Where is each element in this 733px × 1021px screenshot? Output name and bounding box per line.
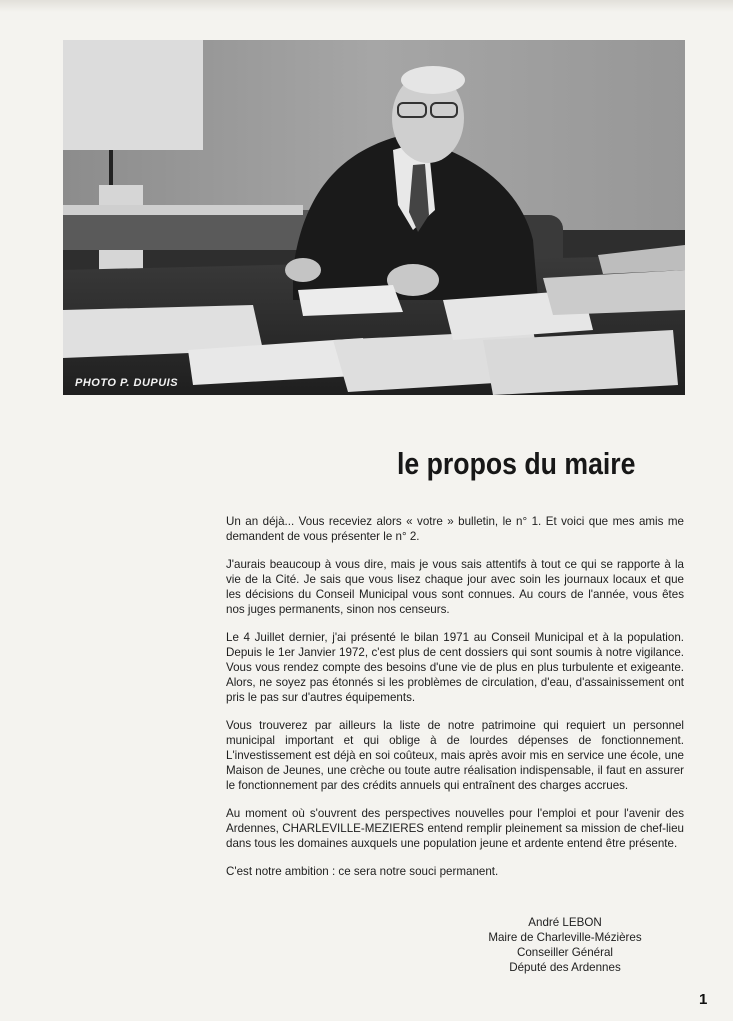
page-number: 1: [699, 991, 708, 1008]
signature-block: [470, 915, 660, 975]
page-top-edge: [0, 0, 733, 12]
paragraph-3: Le 4 Juillet dernier, j'ai présenté le bilan 1971 au Conseil Municipal et à la population. Depuis le 1er Janvier 1972, c'est plus de cent dossiers qui sont soumis à notre vigilance. Vous vous rendez compte des besoins d'une vie de plus en plus turbulente et exigeante. Alors, ne soyez pas étonnés si les problèmes de circulation, d'eau, d'assainissement ont pris le pas sur d'autres équipements.: [226, 631, 684, 704]
mayor-photograph: [63, 40, 685, 395]
signatory-role-councillor: Conseiller Général: [516, 946, 614, 959]
photo-credit: PHOTO P. DUPUIS: [75, 377, 179, 389]
paragraph-5: Au moment où s'ouvrent des perspectives nouvelles pour l'emploi et pour l'avenir des Ardennes, CHARLEVILLE-MEZIERES entend remplir pleinement sa mission de chef-lieu dans tous les domaines auxquels une population jeune et ardente entend être présente.: [226, 807, 684, 850]
paragraph-1: Un an déjà... Vous receviez alors « votre » bulletin, le n° 1. Et voici que mes amis me demandent de vous présenter le n° 2.: [226, 515, 684, 543]
signatory-role-deputy: Député des Ardennes: [509, 961, 621, 974]
paragraph-2: J'aurais beaucoup à vous dire, mais je vous sais attentifs à tout ce qui se rapporte à la vie de la Cité. Je sais que vous lisez chaque jour avec soin les journaux locaux et que les décisions du Conseil Municipal vous sont connues. Au cours de l'année, vous êtes nos juges permanents, sinon nos censeurs.: [226, 558, 684, 616]
article-title: le propos du maire: [397, 446, 636, 481]
photo-illustration: [63, 40, 685, 395]
signatory-role-mayor: Maire de Charleville-Mézières: [488, 931, 642, 944]
paragraph-4: Vous trouverez par ailleurs la liste de notre patrimoine qui requiert un personnel municipal important et qui oblige à de lourdes dépenses de fonctionnement. L'investissement est déjà en soi coûteux, mais après avoir mis en service une école, une Maison de Jeunes, une crèche ou toute autre réalisation indispensable, il faut en assurer le fonctionnement par des crédits annuels qui entraînent des charges accrues.: [226, 719, 684, 792]
article-body: [226, 514, 684, 892]
signatory-name: André LEBON: [528, 916, 602, 929]
paragraph-6: C'est notre ambition : ce sera notre souci permanent.: [226, 865, 499, 878]
